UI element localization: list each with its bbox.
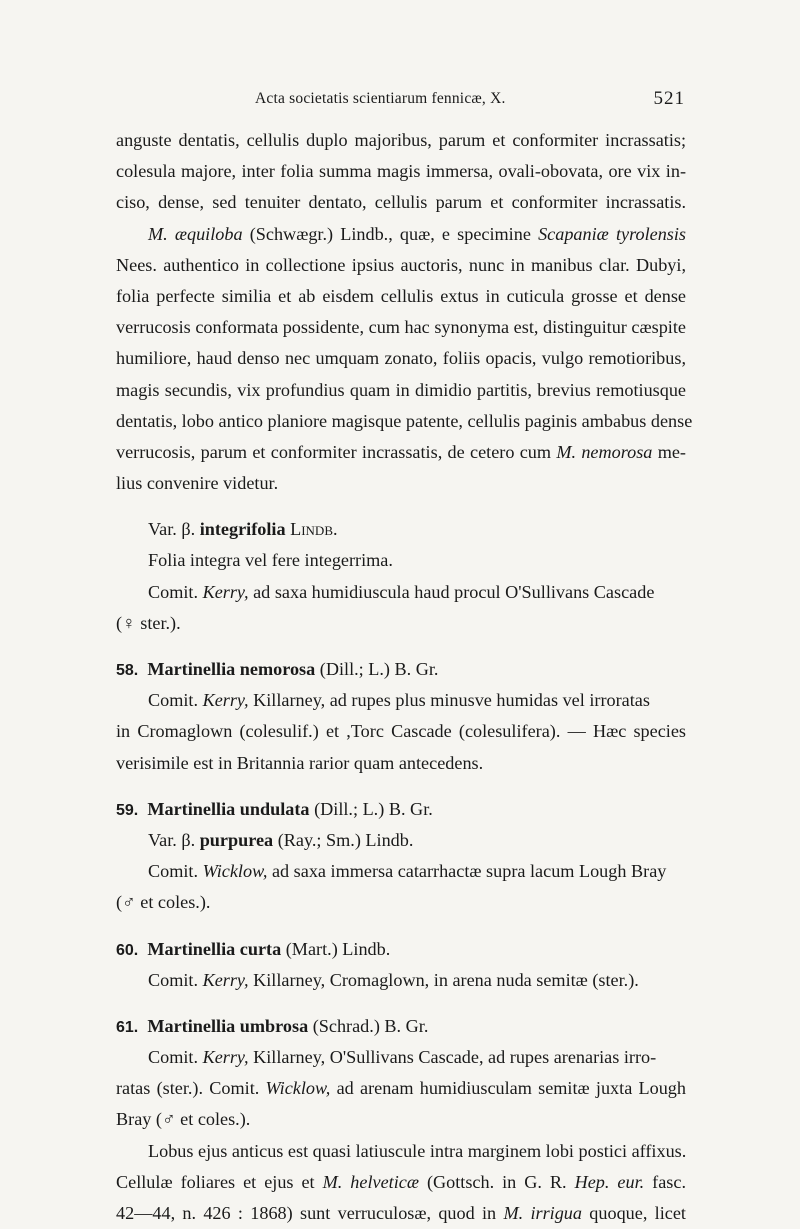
authority: (Dill.; L.) B. Gr. [309,798,433,819]
species-heading-61 [116,1011,686,1042]
text-line [116,1042,686,1073]
species-number: 58. [116,662,139,679]
taxon-name: M. helveticæ [322,1171,419,1192]
publication-title: Hep. eur. [574,1171,645,1192]
text-line: Folia integra vel fere integerrima. [148,550,393,571]
taxon-name: Scapaniæ tyrolensis [538,223,686,244]
species-number: 61. [116,1018,139,1036]
variety-name: integrifolia [199,519,286,540]
variety-heading [116,825,686,856]
text-run: Comit. [148,861,203,882]
text-line [116,1198,686,1229]
text-line [116,437,686,468]
text-line: in Cromaglown (colesulif.) et ,Torc Cascade (colesulifera). — Hæc species [116,721,686,742]
authority: (Schrad.) B. Gr. [308,1015,429,1036]
page-number: 521 [653,88,685,109]
locality: Wicklow, [202,861,268,882]
text-run: verrucosis, parum et conformiter incrassatis, de cetero cum [116,441,557,462]
text-line [116,685,686,716]
text-run: Comit. [148,969,203,990]
text-run: Killarney, ad rupes plus minusve humidas vel irroratas [248,690,650,711]
text-run: Comit. [148,1047,203,1068]
locality: Kerry, [202,581,249,602]
text-line: Bray (♂ et coles.). [116,1109,251,1130]
locality: Wicklow, [265,1078,331,1099]
taxon-name: M. æquiloba [148,223,243,244]
text-run: Killarney, Cromaglown, in arena nuda semitæ (ster.). [248,969,639,990]
species-number: 60. [116,941,139,959]
journal-title: Acta societatis scientiarum fennicæ, X. [255,90,506,107]
text-run: Killarney, O'Sullivans Cascade, ad rupes arenarias irro- [248,1047,657,1068]
taxon-name: M. nemorosa [556,441,653,462]
species-name: Martinellia nemorosa [147,659,316,679]
text-line: humiliore, haud denso nec umquam zonato, foliis opacis, vulgo remotioribus, [116,348,686,369]
authority: (Mart.) Lindb. [281,938,391,959]
text-line: Lobus ejus anticus est quasi latiuscule intra marginem lobi postici affixus. [148,1140,687,1161]
locality: Kerry, [202,1047,249,1068]
text-run: quoque, licet [582,1203,686,1223]
text-run: ad saxa humidiuscula haud procul O'Sullivans Cascade [248,581,655,602]
species-name: Martinellia umbrosa [147,1015,309,1036]
species-number: 59. [116,801,139,819]
text-line [116,856,686,887]
text-line: ciso, dense, sed tenuiter dentato, cellulis parum et conformiter incrassatis. [116,192,686,213]
locality: Kerry, [202,969,249,990]
text-run: 42—44, n. 426 : 1868) sunt verruculosæ, quod in [116,1203,504,1223]
text-line: Nees. authentico in collectione ipsius auctoris, nunc in manibus clar. Dubyi, [116,254,686,275]
running-header [255,90,685,114]
text-run: fasc. [644,1171,686,1192]
authority: Lindb. [285,519,338,540]
authority: (Dill.; L.) B. Gr. [315,659,439,679]
text-run: Comit. [148,690,203,711]
text-line: (♀ ster.). [116,612,181,633]
authority: (Ray.; Sm.) Lindb. [273,829,414,850]
text-line: (♂ et coles.). [116,892,211,913]
species-name: Martinellia undulata [147,798,310,819]
body-text [116,125,693,1229]
text-line: verrucosis conformata possidente, cum hac synonyma est, distinguitur cæspite [116,317,686,338]
locality: Kerry, [202,690,249,711]
text-line [116,1167,686,1198]
species-heading-59 [116,794,686,825]
text-line: verisimile est in Britannia rarior quam antecedens. [116,752,484,773]
variety-name: purpurea [199,829,274,850]
text-run: ad arenam humidiusculam semitæ juxta Lough [330,1078,686,1099]
species-heading-58 [116,654,686,685]
species-name: Martinellia curta [147,938,282,959]
text-line: anguste dentatis, cellulis duplo majoribus, parum et conformiter incrassatis; [116,130,686,150]
text-line: lius convenire videtur. [116,473,279,494]
species-heading-60 [116,934,686,965]
text-line [116,577,686,608]
text-run: (Schwægr.) Lindb., quæ, e specimine [242,223,539,244]
text-line: folia perfecte similia et ab eisdem cellulis extus in cuticula grosse et dense [116,285,686,306]
text-run: (Gottsch. in G. R. [418,1171,575,1192]
variety-heading [116,514,686,545]
text-line [116,1073,686,1104]
text-line [116,219,686,250]
text-run: Cellulæ foliares et ejus et [116,1171,323,1192]
text-run: ad saxa immersa catarrhactæ supra lacum Lough Bray [267,861,667,882]
text-line: colesula majore, inter folia summa magis immersa, ovali-obovata, ore vix in- [116,161,686,182]
text-line: magis secundis, vix profundius quam in dimidio partitis, brevius remotiusque [116,379,686,400]
text-line [116,965,686,996]
text-run: Var. β. [148,829,200,850]
text-line: dentatis, lobo antico planiore magisque patente, cellulis paginis ambabus dense [116,410,693,431]
taxon-name: M. irrigua [503,1203,582,1223]
text-run: me- [652,441,686,462]
text-run: ratas (ster.). Comit. [116,1078,266,1099]
text-run: Comit. [148,581,203,602]
text-run: Var. β. [148,519,200,540]
